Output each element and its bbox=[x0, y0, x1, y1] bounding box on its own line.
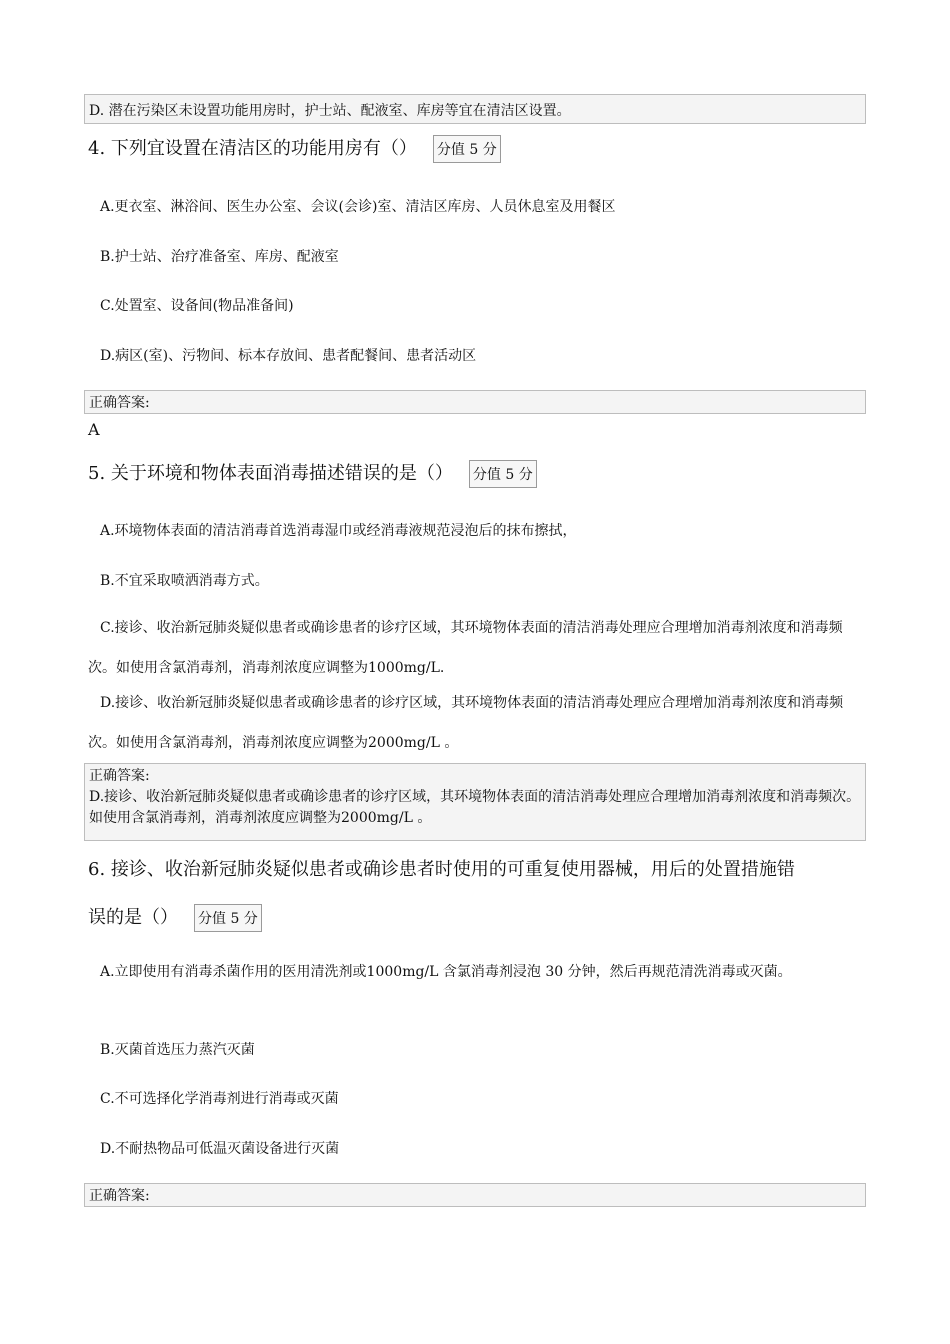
previous-answer-text: D. 潜在污染区未设置功能用房时，护士站、配液室、库房等宜在清洁区设置。 bbox=[89, 103, 571, 119]
question-5-title-row bbox=[88, 459, 537, 488]
previous-answer-box bbox=[84, 94, 866, 124]
question-6-title-line-2: 误的是（） bbox=[88, 907, 178, 928]
question-4-answer-label: 正确答案: bbox=[89, 395, 150, 411]
question-6-title-line-1: 6. 接诊、收治新冠肺炎疑似患者或确诊患者时使用的可重复使用器械，用后的处置措施错 bbox=[88, 859, 795, 880]
question-5-answer: D.接诊、收治新冠肺炎疑似患者或确诊患者的诊疗区域，其环境物体表面的清洁消毒处理应合理增加消毒剂浓度和消毒频次。如使用含氯消毒剂，消毒剂浓度应调整为2000mg/L 。 bbox=[89, 789, 861, 826]
question-4-title: 4. 下列宜设置在清洁区的功能用房有（） bbox=[88, 138, 417, 159]
question-5-answer-label: 正确答案: bbox=[89, 768, 150, 784]
question-4-option-a[interactable]: A.更衣室、淋浴间、医生办公室、会议(会诊)室、清洁区库房、人员休息室及用餐区 bbox=[100, 199, 616, 215]
question-6-score: 分值 5 分 bbox=[194, 904, 262, 932]
question-5-option-d[interactable]: D.接诊、收治新冠肺炎疑似患者或确诊患者的诊疗区域，其环境物体表面的清洁消毒处理应合理增加消毒剂浓度和消毒频次。如使用含氯消毒剂，消毒剂浓度应调整为2000mg/L 。 bbox=[88, 695, 844, 751]
question-5-title: 5. 关于环境和物体表面消毒描述错误的是（） bbox=[88, 463, 453, 484]
question-6-option-a[interactable]: A.立即使用有消毒杀菌作用的医用清洗剂或1000mg/L 含氯消毒剂浸泡 30 分钟，然后再规范清洗消毒或灭菌。 bbox=[100, 964, 792, 980]
question-4-answer: A bbox=[88, 420, 100, 439]
question-4-option-b[interactable]: B.护士站、治疗准备室、库房、配液室 bbox=[100, 249, 339, 265]
question-5-option-b[interactable]: B.不宜采取喷洒消毒方式。 bbox=[100, 573, 269, 589]
question-4-answer-box bbox=[84, 390, 866, 414]
question-5-option-c[interactable]: C.接诊、收治新冠肺炎疑似患者或确诊患者的诊疗区域，其环境物体表面的清洁消毒处理应合理增加消毒剂浓度和消毒频次。如使用含氯消毒剂，消毒剂浓度应调整为1000mg/L. bbox=[88, 620, 843, 676]
question-4-option-c[interactable]: C.处置室、设备间(物品准备间) bbox=[100, 298, 294, 314]
question-5-score: 分值 5 分 bbox=[469, 460, 537, 488]
question-4-score: 分值 5 分 bbox=[433, 135, 501, 163]
question-4-title-row bbox=[88, 134, 501, 163]
question-4-option-d[interactable]: D.病区(室)、污物间、标本存放间、患者配餐间、患者活动区 bbox=[100, 348, 477, 364]
question-6-option-b[interactable]: B.灭菌首选压力蒸汽灭菌 bbox=[100, 1042, 255, 1058]
question-6-answer-label: 正确答案: bbox=[89, 1188, 150, 1204]
question-5-answer-box bbox=[84, 763, 866, 841]
question-6-option-c[interactable]: C.不可选择化学消毒剂进行消毒或灭菌 bbox=[100, 1091, 339, 1107]
question-6-answer-box bbox=[84, 1183, 866, 1207]
question-6-option-d[interactable]: D.不耐热物品可低温灭菌设备进行灭菌 bbox=[100, 1141, 340, 1157]
question-5-option-a[interactable]: A.环境物体表面的清洁消毒首选消毒湿巾或经消毒液规范浸泡后的抹布擦拭， bbox=[100, 523, 577, 539]
question-6-title-row bbox=[88, 903, 262, 932]
